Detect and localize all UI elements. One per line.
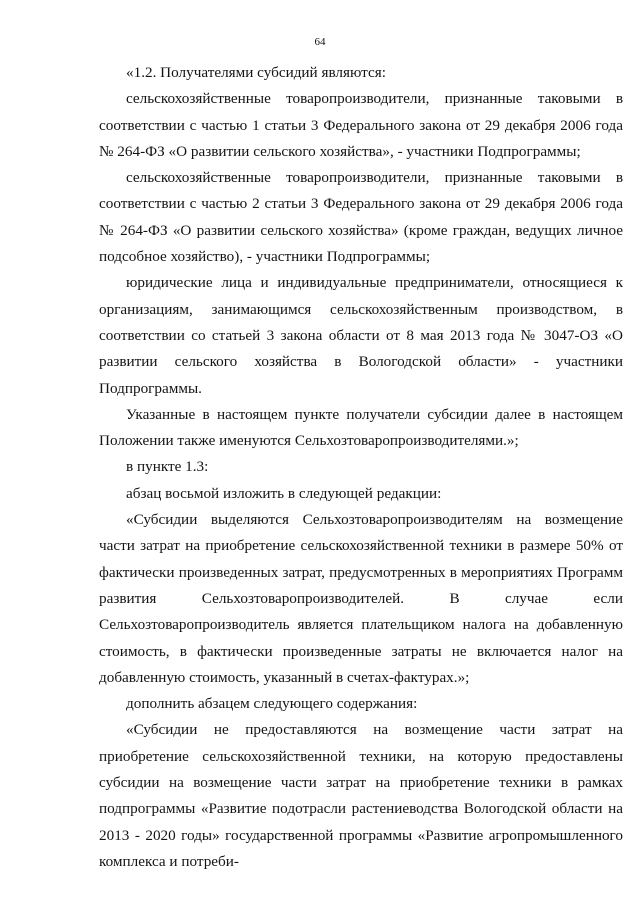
paragraph-recipients-note: Указанные в настоящем пункте получатели субсидии далее в настоящем Положении также именуются Сельхозтоваропроизводителями.»; [99, 405, 623, 450]
paragraph-subsidy-terms: «Субсидии выделяются Сельхозтоваропроизводителям на возмещение части затрат на приобретение сельскохозяйственной техники в размере 50% от фактически произведенных затрат, предусмотренных в мероприятиях Программ развития Сельхозтоваропроизводителей. В случае если Сельхозтоваропроизводитель является плательщиком налога на добавленную стоимость, в фактически произведенные затраты не включается налог на добавленную стоимость, указанный в счетах-фактурах.»; [99, 511, 623, 686]
paragraph-recipients-part1: сельскохозяйственные товаропроизводители, признанные таковыми в соответствии с частью 1 статьи 3 Федерального закона от 29 декабря 2006 года № 264-ФЗ «О развитии сельского хозяйства», - участники Подпрограммы; [99, 90, 623, 160]
paragraph-point-1-3: в пункте 1.3: [126, 458, 209, 476]
paragraph-addition-instruction: дополнить абзацем следующего содержания: [126, 695, 418, 713]
paragraph-legal-entities: юридические лица и индивидуальные предприниматели, относящиеся к организациям, занимающимся сельскохозяйственным производством, в соответствии со статьей 3 закона области от 8 мая 2013 года № 3047-ОЗ «О развитии сельского хозяйства в Вологодской области» - участники Подпрограммы. [99, 274, 623, 397]
paragraph-subsidy-exclusions: «Субсидии не предоставляются на возмещение части затрат на приобретение сельскохозяйственной техники, на которую предоставлены субсидии на возмещение части затрат на приобретение техники в рамках подпрограммы «Развитие подотрасли растениеводства Вологодской области на 2013 - 2020 годы» государственной программы «Развитие агропромышленного комплекса и потреби- [99, 721, 623, 870]
page-number: 64 [314, 36, 326, 48]
paragraph-recipients-part2: сельскохозяйственные товаропроизводители, признанные таковыми в соответствии с частью 2 статьи 3 Федерального закона от 29 декабря 2006 года № 264-ФЗ «О развитии сельского хозяйства» (кроме граждан, ведущих личное подсобное хозяйство), - участники Подпрограммы; [99, 169, 623, 266]
paragraph-recipients-heading: «1.2. Получателями субсидий являются: [126, 64, 386, 81]
paragraph-amendment-instruction: абзац восьмой изложить в следующей редакции: [126, 484, 442, 502]
document-body [99, 60, 623, 875]
